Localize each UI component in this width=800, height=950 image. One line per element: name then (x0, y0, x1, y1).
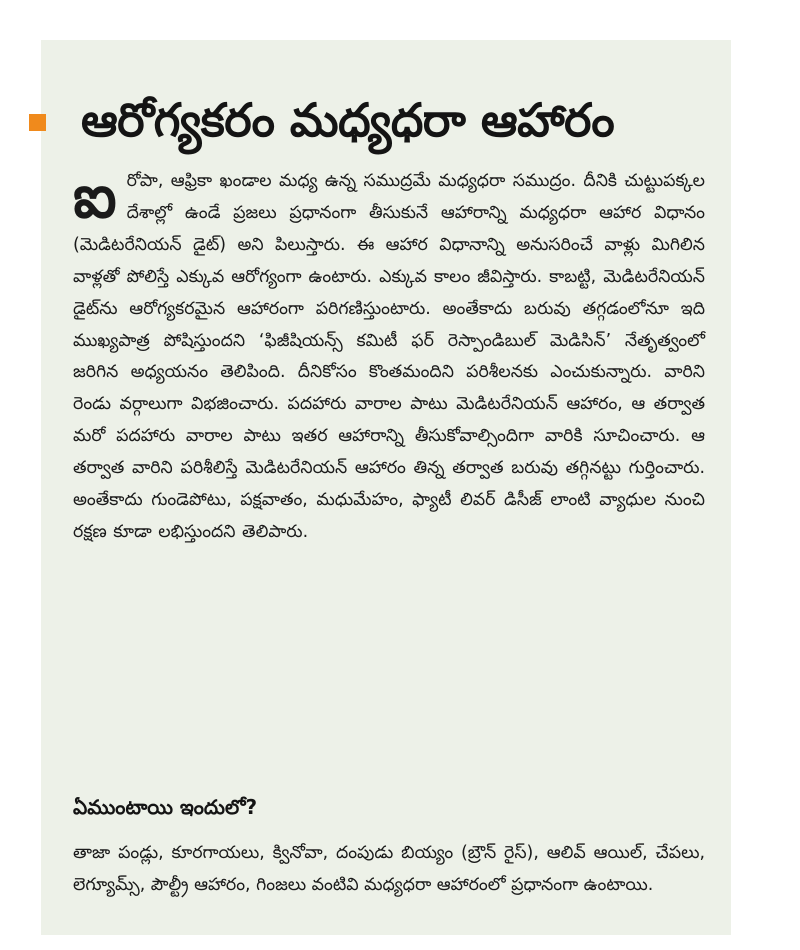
section-subheading: ఏముంటాయి ఇందులో? (73, 795, 258, 819)
drop-cap: ఐ (73, 162, 117, 232)
title-bullet-square (29, 114, 46, 131)
article-paragraph: రోపా, ఆఫ్రికా ఖండాల మధ్య ఉన్న సముద్రమే మధ్యధరా సముద్రం. దీనికి చుట్టుపక్కల దేశాల్లో ఉండే ప్రజలు ప్రధానంగా తీసుకునే ఆహారాన్ని మధ్యధరా ఆహార విధానం (మెడిటరేనియన్ డైట్) అని పిలుస్తారు. ఈ ఆహార విధానాన్ని అనుసరించే వాళ్లు మిగిలిన వాళ్లతో పోలిస్తే ఎక్కువ ఆరోగ్యంగా ఉంటారు. ఎక్కువ కాలం జీవిస్తారు. కాబట్టి, మెడిటరేనియన్ డైట్‌ను ఆరోగ్యకరమైన ఆహారంగా పరిగణిస్తుంటారు. అంతేకాదు బరువు తగ్గడంలోనూ ఇది ముఖ్యపాత్ర పోషిస్తుందని ‘ఫిజీషియన్స్ కమిటీ ఫర్ రెస్పాండిబుల్ మెడిసిన్’ నేతృత్వంలో జరిగిన అధ్యయనం తెలిపింది. దీనికోసం కొంతమందిని పరిశీలనకు ఎంచుకున్నారు. వారిని రెండు వర్గాలుగా విభజించారు. పదహారు వారాల పాటు మెడిటరేనియన్ ఆహారం, ఆ తర్వాత మరో పదహారు వారాల పాటు ఇతర ఆహారాన్ని తీసుకోవాల్సిందిగా వారికి సూచించారు. ఆ తర్వాత వారిని పరిశీలిస్తే మెడిటరేనియన్ ఆహారం తిన్న తర్వాత బరువు తగ్గినట్టు గుర్తించారు. అంతేకాదు గుండెపోటు, పక్షవాతం, మధుమేహం, ఫ్యాటీ లివర్ డిసీజ్ లాంటి వ్యాధుల నుంచి రక్షణ కూడా లభిస్తుందని తెలిపారు. (73, 171, 705, 542)
article-title: ఆరోగ్యకరం మధ్యధరా ఆహారం (81, 93, 615, 147)
foods-paragraph: తాజా పండ్లు, కూరగాయలు, క్వినోవా, దంపుడు బియ్యం (బ్రౌన్ రైస్), ఆలివ్ ఆయిల్, చేపలు, లెగ్యూమ్స్, పౌల్ట్రీ ఆహారం, గింజలు వంటివి మధ్యధరా ఆహారంలో ప్రధానంగా ఉంటాయి. (73, 843, 705, 895)
article-panel (41, 40, 731, 935)
article-body (73, 162, 705, 549)
title-row (41, 88, 731, 158)
